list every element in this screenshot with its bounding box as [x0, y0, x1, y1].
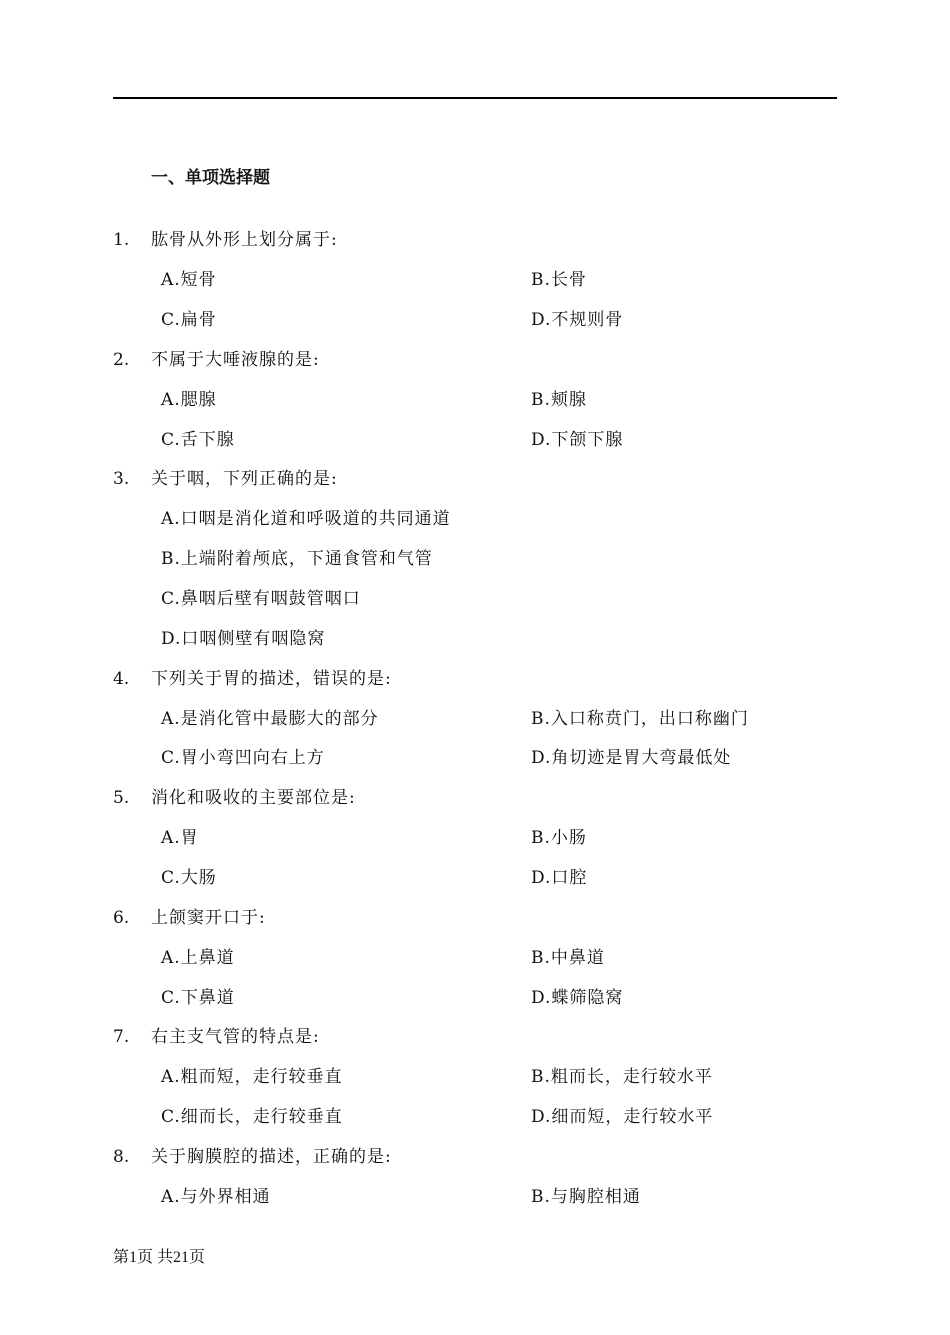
question-text: 下列关于胃的描述，错误的是:: [151, 669, 392, 689]
option-d: D.蝶筛隐窝: [531, 988, 624, 1008]
option-b: B.中鼻道: [531, 948, 605, 968]
option-d: D.角切迹是胃大弯最低处: [531, 748, 732, 768]
question-number: 5.: [113, 788, 130, 808]
question-text: 右主支气管的特点是:: [151, 1027, 320, 1047]
option-a: A.腮腺: [161, 390, 217, 410]
option-c: C.下鼻道: [161, 988, 235, 1008]
option-a: A.粗而短，走行较垂直: [161, 1067, 343, 1087]
option-d: D.口腔: [531, 868, 588, 888]
question-text: 关于咽，下列正确的是:: [151, 469, 338, 489]
option-d: D.口咽侧壁有咽隐窝: [161, 629, 326, 649]
question-text: 肱骨从外形上划分属于:: [151, 230, 338, 250]
option-b: B.粗而长，走行较水平: [531, 1067, 713, 1087]
question-number: 3.: [113, 469, 130, 489]
header-rule: [113, 97, 837, 99]
option-d: D.不规则骨: [531, 310, 624, 330]
option-b: B.颊腺: [531, 390, 587, 410]
option-a: A.上鼻道: [161, 948, 235, 968]
option-c: C.扁骨: [161, 310, 217, 330]
question-number: 7.: [113, 1027, 130, 1047]
option-a: A.是消化管中最膨大的部分: [161, 709, 379, 729]
option-a: A.胃: [161, 828, 199, 848]
option-b: B.与胸腔相通: [531, 1187, 641, 1207]
option-a: A.与外界相通: [161, 1187, 271, 1207]
question-number: 6.: [113, 908, 130, 928]
option-a: A.口咽是消化道和呼吸道的共同通道: [161, 509, 451, 529]
option-b: B.上端附着颅底，下通食管和气管: [161, 549, 433, 569]
question-text: 关于胸膜腔的描述，正确的是:: [151, 1147, 392, 1167]
option-c: C.细而长，走行较垂直: [161, 1107, 343, 1127]
option-d: D.下颌下腺: [531, 430, 624, 450]
option-c: C.鼻咽后壁有咽鼓管咽口: [161, 589, 361, 609]
question-number: 8.: [113, 1147, 130, 1167]
option-b: B.入口称贲门，出口称幽门: [531, 709, 749, 729]
option-c: C.胃小弯凹向右上方: [161, 748, 325, 768]
question-number: 4.: [113, 669, 130, 689]
question-number: 2.: [113, 350, 130, 370]
page-footer: 第1页 共21页: [113, 1249, 206, 1266]
question-number: 1.: [113, 230, 130, 250]
question-text: 上颌窦开口于:: [151, 908, 266, 928]
question-text: 消化和吸收的主要部位是:: [151, 788, 356, 808]
option-b: B.长骨: [531, 270, 587, 290]
option-c: C.舌下腺: [161, 430, 235, 450]
option-d: D.细而短，走行较水平: [531, 1107, 714, 1127]
question-text: 不属于大唾液腺的是:: [151, 350, 320, 370]
option-c: C.大肠: [161, 868, 217, 888]
option-b: B.小肠: [531, 828, 587, 848]
section-title: 一、单项选择题: [151, 168, 270, 188]
option-a: A.短骨: [161, 270, 217, 290]
